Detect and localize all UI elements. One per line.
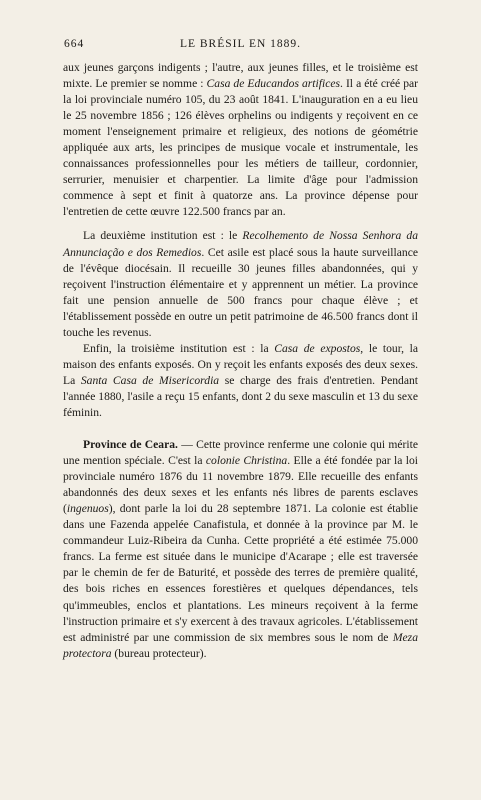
- text-run: se charge des frais d'entretien. Pendant l'année 1880, l'asile a reçu 15 enfants, dont 2 du sexe masculin et 13 du sexe féminin.: [63, 373, 418, 419]
- paragraph-ceara: [63, 437, 418, 662]
- text-run: — Cette province renferme une colonie qui mérite une mention spéciale. C'est la: [63, 438, 419, 468]
- text-run: ), dont parle la loi du 28 septembre 1871. La colonie est établie dans une Fazenda appelée Canafistula, et donnée à la province par M. le commandeur Luiz-Ribeira da Cunha. Cette propriété a été estimée 75.000 francs. La ferme est située dans le municipe d'Acarape ; elle est traversée par le chemin de fer de Baturité, et possède des terres de première qualité, des bois riches en essences forestières et quelques dépendances, tels qu'immeubles, enclos et plantations. Les mineurs reçoivent à la ferme l'instruction primaire et s'y exercent à des travaux agricoles. L'établissement est administré par une commission de six membres sous le nom de: [63, 502, 418, 644]
- section-heading: Province de Ceara.: [83, 438, 178, 452]
- italic-term: ingenuos: [66, 502, 109, 516]
- paragraph-expostos: [63, 341, 418, 421]
- text-run: . Elle a été fondée par la loi provinciale numéro 1876 du 11 novembre 1879. Elle recueille des enfants abandonnés des deux sexes et les enfants nés libres de parents esclaves (: [63, 454, 418, 516]
- paragraph-recolhemento: [63, 228, 418, 340]
- italic-term: colonie Christina: [205, 454, 288, 468]
- italic-term: Casa de expostos: [274, 341, 361, 355]
- page-body: [63, 60, 418, 662]
- page-number: 664: [64, 38, 85, 50]
- italic-term: Recolhemento de Nossa Senhora da Annunciação e dos Remedios: [63, 229, 418, 259]
- page-header: [64, 38, 417, 54]
- text-run: Enfin, la troisième institution est : la: [83, 341, 275, 355]
- text-run: aux jeunes garçons indigents ; l'autre, aux jeunes filles, et le troisième est mixte. Le premier se nomme :: [63, 61, 418, 91]
- italic-term: Casa de Educandos artifices: [206, 77, 340, 91]
- text-run: , le tour, la maison des enfants exposés. On y reçoit les enfants exposés des deux sexes. La: [63, 341, 419, 387]
- text-run: . Cet asile est placé sous la haute surveillance de l'évêque diocésain. Il recueille 30 jeunes filles abandonnées, qui y reçoivent l'instruction élémentaire et y apprennent un métier. La province fait une pension annuelle de 500 francs pour chaque élève ; et l'établissement possède en outre un petit patrimoine de 46.500 francs dont il touche les revenus.: [63, 245, 418, 339]
- paragraph-educandos: [63, 60, 418, 220]
- italic-term: Santa Casa de Misericordia: [80, 373, 220, 387]
- text-run: La deuxième institution est : le: [83, 229, 243, 243]
- italic-term: Meza protectora: [63, 630, 418, 660]
- text-run: . Il a été créé par la loi provinciale numéro 105, du 23 août 1841. L'inauguration en a eu lieu le 25 novembre 1856 ; 126 élèves orphelins ou indigents y reçoivent en ce moment l'enseignement primaire et religieux, des notions de géométrie appliquée aux arts, les principes de musique vocale et instrumentale, les connaissances professionnelles pour les métiers de tailleur, cordonnier, serrurier, menuisier et charpentier. La limite d'âge pour l'admission commence à sept et finit à quatorze ans. La province dépense pour l'entretien de cette œuvre 122.500 francs par an.: [63, 77, 418, 219]
- text-run: (bureau protecteur).: [111, 646, 207, 660]
- running-title: LE BRÉSIL EN 1889.: [179, 38, 302, 50]
